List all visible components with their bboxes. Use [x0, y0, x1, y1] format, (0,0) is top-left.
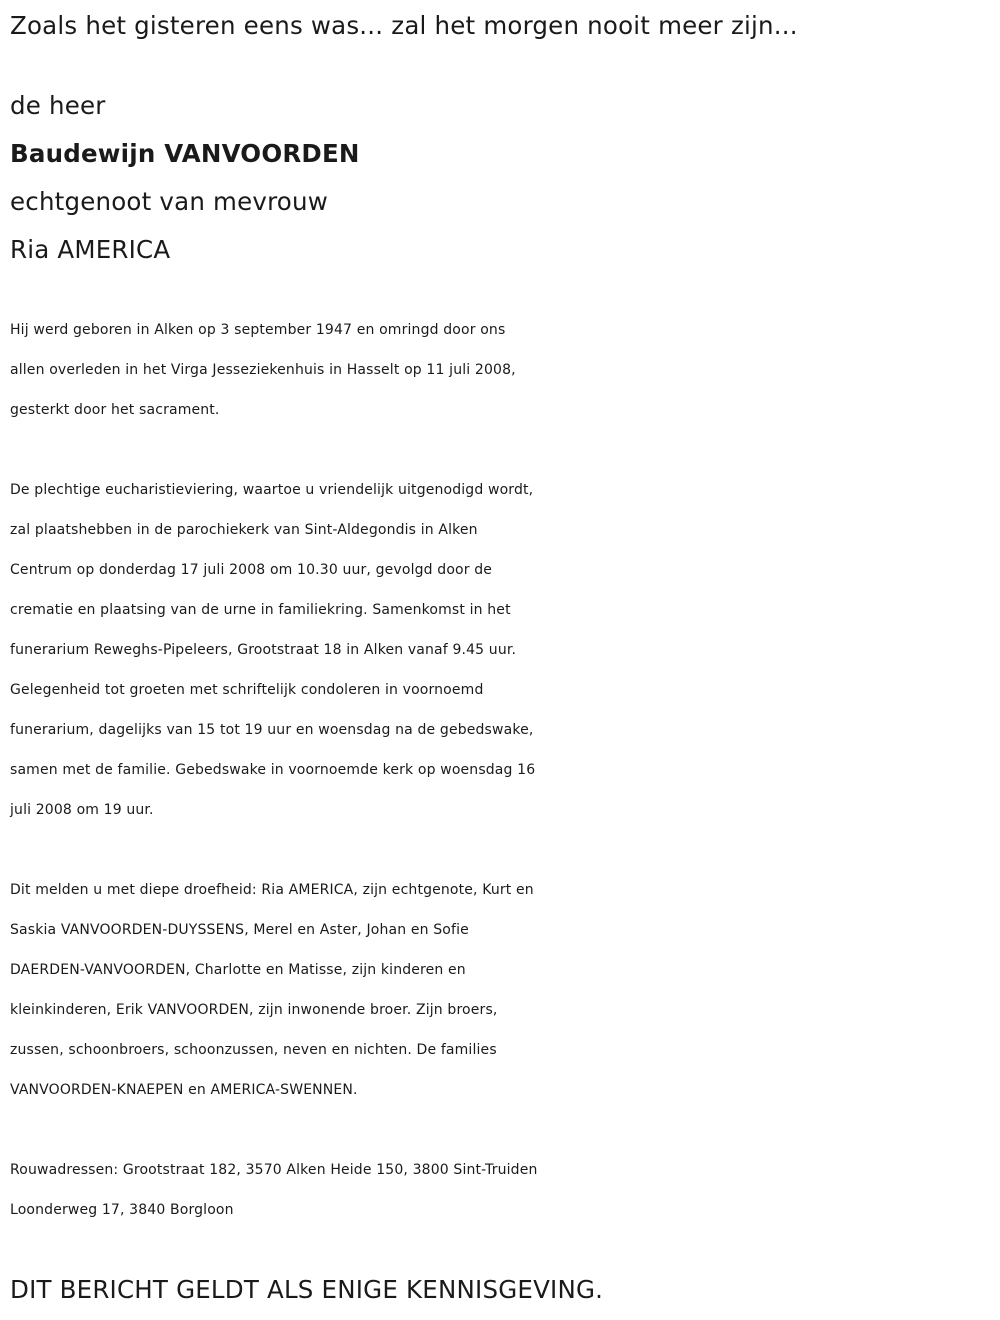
- birth-death-paragraph: [10, 310, 995, 430]
- paragraph-line: Rouwadressen: Grootstraat 182, 3570 Alken Heide 150, 3800 Sint-Truiden: [10, 1162, 538, 1178]
- paragraph-line: funerarium, dagelijks van 15 tot 19 uur en woensdag na de gebedswake,: [10, 722, 534, 738]
- paragraph-line: funerarium Reweghs-Pipeleers, Grootstraat 18 in Alken vanaf 9.45 uur.: [10, 642, 517, 658]
- paragraph-line: kleinkinderen, Erik VANVOORDEN, zijn inwonende broer. Zijn broers,: [10, 1002, 498, 1018]
- title-prefix: de heer: [10, 91, 106, 120]
- paragraph-line: Gelegenheid tot groeten met schriftelijk condoleren in voornoemd: [10, 682, 484, 698]
- paragraph-line: gesterkt door het sacrament.: [10, 402, 220, 418]
- family-paragraph: [10, 870, 995, 1110]
- paragraph-line: De plechtige eucharistieviering, waartoe u vriendelijk uitgenodigd wordt,: [10, 482, 534, 498]
- spouse-name: Ria AMERICA: [10, 235, 171, 264]
- paragraph-line: zussen, schoonbroers, schoonzussen, neven en nichten. De families: [10, 1042, 497, 1058]
- paragraph-line: Centrum op donderdag 17 juli 2008 om 10.30 uur, gevolgd door de: [10, 562, 493, 578]
- paragraph-line: Saskia VANVOORDEN-DUYSSENS, Merel en Aster, Johan en Sofie: [10, 922, 469, 938]
- paragraph-line: zal plaatshebben in de parochiekerk van Sint-Aldegondis in Alken: [10, 522, 478, 538]
- deceased-name: Baudewijn VANVOORDEN: [10, 139, 360, 168]
- motto: Zoals het gisteren eens was... zal het morgen nooit meer zijn...: [10, 11, 798, 40]
- paragraph-line: juli 2008 om 19 uur.: [10, 802, 154, 818]
- paragraph-line: allen overleden in het Virga Jesseziekenhuis in Hasselt op 11 juli 2008,: [10, 362, 516, 378]
- paragraph-line: Loonderweg 17, 3840 Borgloon: [10, 1202, 234, 1218]
- paragraph-line: Dit melden u met diepe droefheid: Ria AMERICA, zijn echtgenote, Kurt en: [10, 882, 534, 898]
- relation-text: echtgenoot van mevrouw: [10, 187, 328, 216]
- ceremony-paragraph: [10, 470, 995, 830]
- paragraph-line: samen met de familie. Gebedswake in voornoemde kerk op woensdag 16: [10, 762, 536, 778]
- addresses-paragraph: [10, 1150, 995, 1230]
- paragraph-line: Hij werd geboren in Alken op 3 september 1947 en omringd door ons: [10, 322, 506, 338]
- notice-text: DIT BERICHT GELDT ALS ENIGE KENNISGEVING.: [10, 1275, 604, 1304]
- paragraph-line: DAERDEN-VANVOORDEN, Charlotte en Matisse, zijn kinderen en: [10, 962, 466, 978]
- paragraph-line: crematie en plaatsing van de urne in familiekring. Samenkomst in het: [10, 602, 511, 618]
- paragraph-line: VANVOORDEN-KNAEPEN en AMERICA-SWENNEN.: [10, 1082, 358, 1098]
